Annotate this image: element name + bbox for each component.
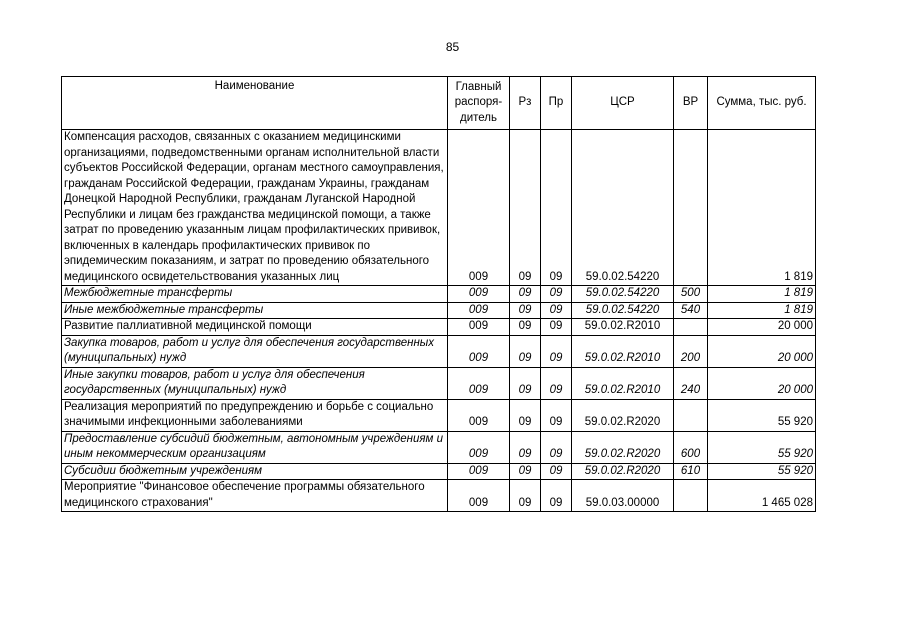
row-rz: 09 (510, 367, 541, 399)
row-rz: 09 (510, 480, 541, 512)
row-pr: 09 (541, 367, 572, 399)
row-name: Компенсация расходов, связанных с оказанием медицинскими организациями, подведомственными органам исполнительной власти субъектов Российской Федерации, органам местного самоуправления, гражданам Российской Федерации, гражданам Украины, гражданам Донецкой Народной Республики, гражданам Луганской Народной Республики и лицам без гражданства медицинской помощи, а также затрат по проведению указанным лицам профилактических прививок, включенных в календарь профилактических прививок по эпидемическим показаниям, и затрат по проведению обязательного медицинского освидетельствования указанных лиц (62, 130, 448, 286)
row-admin: 009 (448, 367, 510, 399)
table-row (62, 302, 816, 319)
row-vr: 200 (674, 335, 708, 367)
row-vr: 600 (674, 431, 708, 463)
row-pr: 09 (541, 431, 572, 463)
row-pr: 09 (541, 302, 572, 319)
row-name: Мероприятие "Финансовое обеспечение программы обязательного медицинского страхования" (62, 480, 448, 512)
row-sum: 1 819 (708, 286, 816, 303)
row-csr: 59.0.02.R2020 (572, 399, 674, 431)
row-pr: 09 (541, 286, 572, 303)
row-csr: 59.0.02.54220 (572, 130, 674, 286)
row-pr: 09 (541, 480, 572, 512)
header-pr: Пр (541, 77, 572, 130)
row-rz: 09 (510, 286, 541, 303)
row-vr: 610 (674, 463, 708, 480)
row-csr: 59.0.02.R2020 (572, 431, 674, 463)
row-admin: 009 (448, 431, 510, 463)
row-sum: 55 920 (708, 431, 816, 463)
row-name: Развитие паллиативной медицинской помощи (62, 319, 448, 336)
table-row (62, 367, 816, 399)
row-name: Субсидии бюджетным учреждениям (62, 463, 448, 480)
row-pr: 09 (541, 463, 572, 480)
table-row (62, 286, 816, 303)
row-name: Закупка товаров, работ и услуг для обеспечения государственных (муниципальных) нужд (62, 335, 448, 367)
row-pr: 09 (541, 130, 572, 286)
row-sum: 1 819 (708, 130, 816, 286)
row-rz: 09 (510, 399, 541, 431)
row-rz: 09 (510, 130, 541, 286)
row-vr: 240 (674, 367, 708, 399)
table-row (62, 399, 816, 431)
row-csr: 59.0.02.R2010 (572, 367, 674, 399)
row-vr (674, 399, 708, 431)
row-admin: 009 (448, 399, 510, 431)
row-vr: 540 (674, 302, 708, 319)
row-sum: 20 000 (708, 335, 816, 367)
row-sum: 1 465 028 (708, 480, 816, 512)
row-pr: 09 (541, 399, 572, 431)
table-row (62, 335, 816, 367)
row-admin: 009 (448, 130, 510, 286)
row-pr: 09 (541, 319, 572, 336)
header-csr: ЦСР (572, 77, 674, 130)
row-name: Межбюджетные трансферты (62, 286, 448, 303)
row-name: Иные закупки товаров, работ и услуг для обеспечения государственных (муниципальных) нужд (62, 367, 448, 399)
row-admin: 009 (448, 463, 510, 480)
row-admin: 009 (448, 319, 510, 336)
budget-table (61, 76, 816, 512)
table-row (62, 463, 816, 480)
header-rz: Рз (510, 77, 541, 130)
row-csr: 59.0.02.R2020 (572, 463, 674, 480)
row-sum: 55 920 (708, 399, 816, 431)
table-row (62, 480, 816, 512)
header-name: Наименование (62, 77, 448, 130)
row-rz: 09 (510, 319, 541, 336)
row-rz: 09 (510, 335, 541, 367)
header-row (62, 77, 816, 130)
table-row (62, 130, 816, 286)
row-rz: 09 (510, 431, 541, 463)
row-admin: 009 (448, 302, 510, 319)
page-number: 85 (445, 40, 460, 54)
row-name: Иные межбюджетные трансферты (62, 302, 448, 319)
row-pr: 09 (541, 335, 572, 367)
header-admin: Главный распоря-дитель (448, 77, 510, 130)
row-csr: 59.0.03.00000 (572, 480, 674, 512)
row-rz: 09 (510, 302, 541, 319)
row-sum: 1 819 (708, 302, 816, 319)
table-row (62, 431, 816, 463)
row-name: Предоставление субсидий бюджетным, автономным учреждениям и иным некоммерческим организациям (62, 431, 448, 463)
row-name: Реализация мероприятий по предупреждению и борьбе с социально значимыми инфекционными заболеваниями (62, 399, 448, 431)
row-admin: 009 (448, 480, 510, 512)
table-row (62, 319, 816, 336)
header-sum: Сумма, тыс. руб. (708, 77, 816, 130)
row-csr: 59.0.02.R2010 (572, 319, 674, 336)
row-rz: 09 (510, 463, 541, 480)
row-csr: 59.0.02.54220 (572, 302, 674, 319)
row-admin: 009 (448, 286, 510, 303)
row-csr: 59.0.02.R2010 (572, 335, 674, 367)
row-sum: 20 000 (708, 319, 816, 336)
row-sum: 55 920 (708, 463, 816, 480)
row-vr (674, 480, 708, 512)
row-vr (674, 130, 708, 286)
row-admin: 009 (448, 335, 510, 367)
row-vr: 500 (674, 286, 708, 303)
row-csr: 59.0.02.54220 (572, 286, 674, 303)
row-vr (674, 319, 708, 336)
header-vr: ВР (674, 77, 708, 130)
row-sum: 20 000 (708, 367, 816, 399)
